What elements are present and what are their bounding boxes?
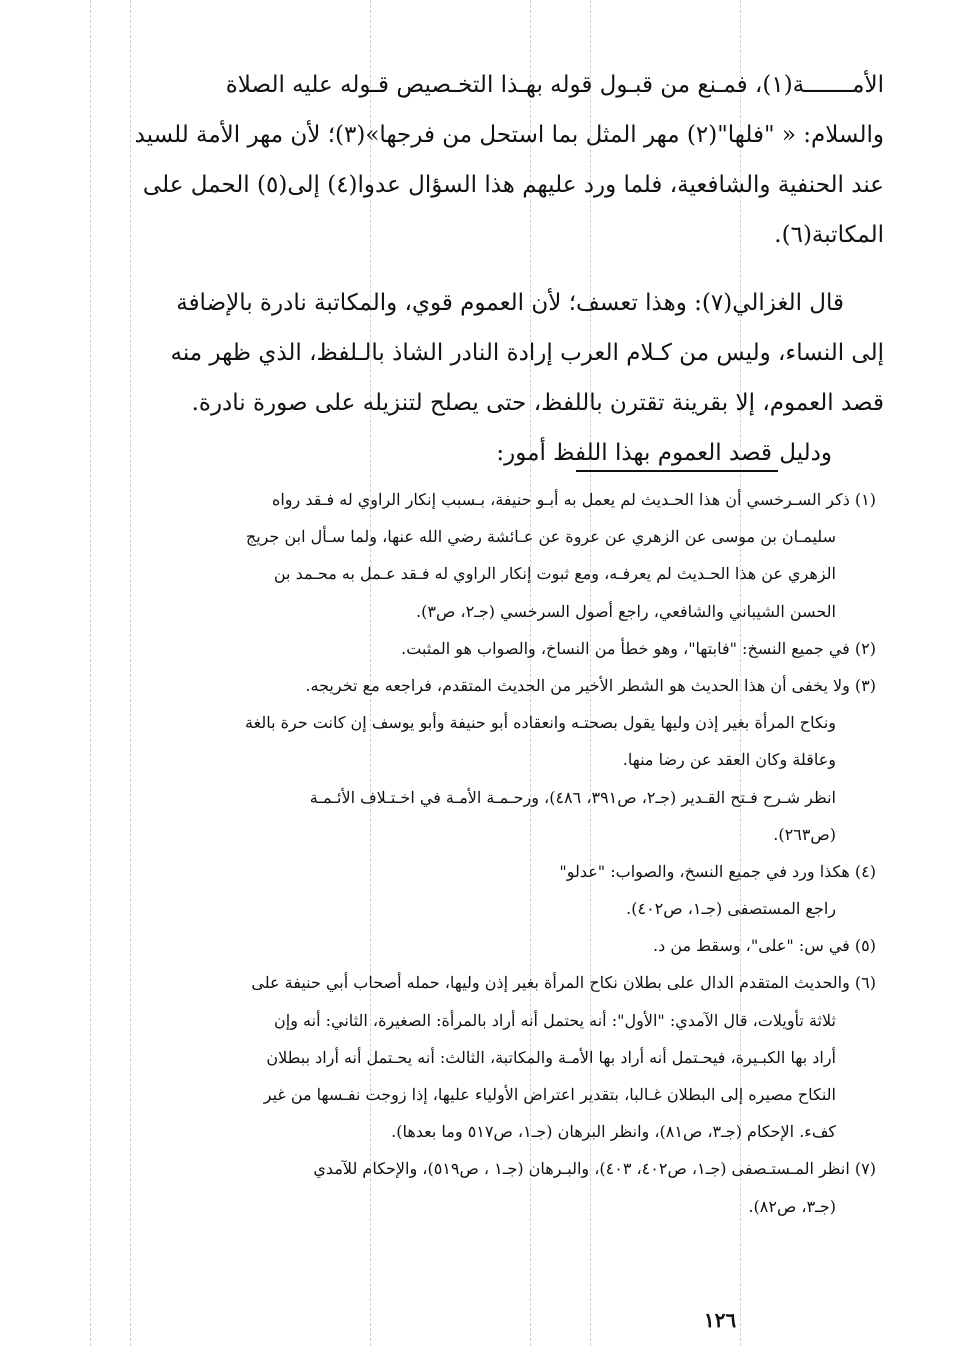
main-line: قصد العموم، إلا بقرينة تقترن باللفظ، حتى يصلح لتنزيله على صورة نادرة. (191, 390, 884, 416)
footnote-line: سليمـان بن موسى عن الزهري عن عروة عن عـائشة رضي الله عنها، ولما سـأل ابن جريج (245, 527, 836, 547)
footnote-line: ثلاثة تأويلات، قال الآمدي: "الأول": أنه يحتمل أنه أراد بالمرأة: الصغيرة، الثاني: أنه وإن (274, 1010, 836, 1030)
footnote-line: (٧) انظر المـستـصفى (جـ١، ص٤٠٢، ٤٠٣)، والبـرهان (جـ١ ، ص٥١٩)، والإحكام للآمدي (313, 1159, 876, 1179)
footnote-line: (٣) ولا يخفى أن هذا الحديث هو الشطر الأخير من الحديث المتقدم، فراجعه مع تخريجه. (305, 675, 876, 695)
main-line: ودليل قصد العموم بهذا اللفظ أمور: (496, 440, 832, 466)
footnote-line: انظر شـرح فـتح القـدير (جـ٢، ص٣٩١، ٤٨٦)، ورحـمـة الأمـة في اخـتـلاف الأئـمـة (309, 787, 836, 807)
footnote-line: راجع المستصفى (جـ١، ص٤٠٢). (626, 899, 836, 919)
page-number: ١٢٦ (703, 1308, 737, 1332)
main-line: إلى النساء، وليس من كـلام العرب إرادة النادر الشاذ بالـلفظ، الذي ظهر منه (170, 340, 884, 366)
footnote-line: (٥) في س: "على"، وسقط من د. (653, 936, 876, 956)
footnote-line: النكاح مصيره إلى البطلان غـالبا، بتقدير اعتراض الأولياء عليها، إذا زوجت نفـسها من غير (263, 1085, 836, 1104)
footnote-line: (١) ذكر السـرخسي أن هذا الحـديث لم يعمل به أبـو حنيفة، بـسبب إنكار الراوي له فـقد رواه (271, 490, 876, 509)
footnote-line: ونكاح المرأة بغير إذن وليها يقول بصحتـه وانعقاده أبو حنيفة وأبو يوسف إن كانت حرة بالغة (245, 713, 836, 733)
footnote-line: (٤) هكذا ورد في جميع النسخ، والصواب: "عدلو" (559, 861, 876, 881)
footnote-line: وعاقلة وكان العقد عن رضا منها. (622, 750, 836, 770)
footnote-line: (٦) والحديث المتقدم الدال على بطلان نكاح المرأة بغير إذن وليها، حمله أصحاب أبي حنيفة على (251, 973, 876, 993)
main-line: عند الحنفية والشافعية، فلما ورد عليهم هذا السؤال عدوا(٤) إلى(٥) الحمل على (142, 172, 884, 198)
footnote-line: الزهري عن هذا الحـديث لم يعرفـه، ومع ثبوت إنكار الراوي له فـقد عـمل به محـمد بن (273, 564, 836, 584)
main-line: قال الغزالي(٧): وهذا تعسف؛ لأن العموم قوي، والمكاتبة نادرة بالإضافة (176, 290, 844, 316)
footnote-line: (جـ٣، ص٨٢). (748, 1196, 836, 1216)
footnote-line: أراد بها الكبـيرة، فيحـتمل أنه أراد بها الأمـة والمكاتبة، الثالث: أنه يحـتمل أنه أراد ببطلان (266, 1047, 836, 1067)
main-line: الأمـــــــة(١)، فمـنع من قبـول قوله بهـذا التخـصيص قـوله عليه الصلاة (225, 72, 884, 98)
main-text (76, 60, 884, 478)
footnote-separator (576, 470, 778, 472)
footnote-line: (ص٢٦٣). (773, 824, 836, 844)
main-line: المكاتبة(٦). (774, 222, 884, 248)
footnote-line: (٢) في جميع النسخ: "فابتها"، وهو خطأ من النساخ، والصواب هو المثبت. (401, 638, 876, 658)
footnote-line: كفء. الإحكام (جـ٣، ص٨١)، وانظر البرهان (جـ١، ص٥١٧ وما بعدها). (391, 1122, 836, 1142)
footnote-line: الحسن الشيباني والشافعي، راجع أصول السرخسي (جـ٢، ص٣). (416, 601, 836, 621)
main-line: والسلام: « "فلها"(٢) مهر المثل بما استحل من فرجها»(٣)؛ لأن مهر الأمة للسيد (134, 122, 884, 148)
footnotes (76, 481, 876, 1225)
